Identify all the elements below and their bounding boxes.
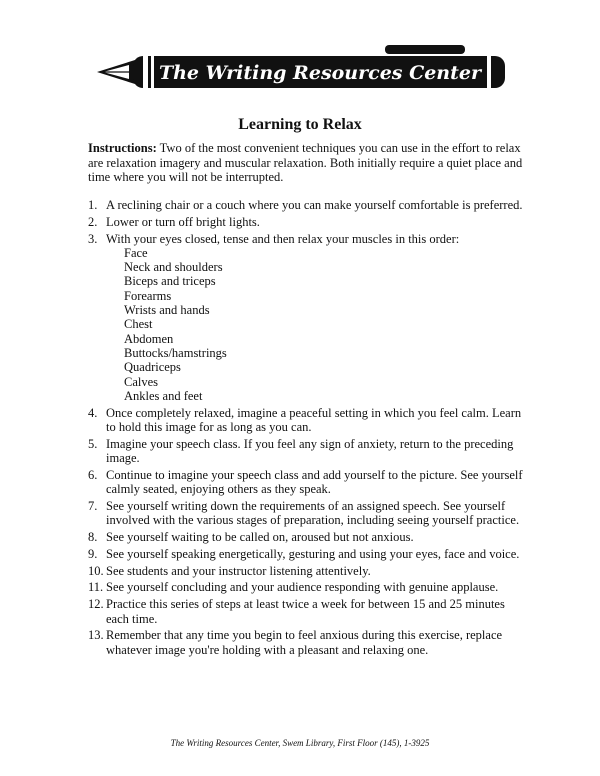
muscle-item: Biceps and triceps [124, 274, 216, 289]
step-number: 2. [88, 214, 98, 229]
page-footer: The Writing Resources Center, Swem Library, First Floor (145), 1-3925 [170, 738, 430, 748]
muscle-item: Neck and shoulders [124, 260, 223, 275]
step-text: With your eyes closed, tense and then relax your muscles in this order: [106, 231, 460, 246]
muscle-item: Wrists and hands [124, 303, 210, 318]
step-text: Imagine your speech class. If you feel any sign of anxiety, return to the preceding image. [106, 436, 514, 466]
step-text: A reclining chair or a couch where you can make yourself comfortable is preferred. [106, 198, 523, 212]
step-number: 10. [88, 563, 104, 578]
step-number: 5. [88, 436, 98, 451]
step-number: 7. [88, 498, 98, 513]
list-item [88, 215, 528, 229]
list-item [88, 580, 528, 594]
step-number: 3. [88, 231, 98, 246]
muscle-item: Buttocks/hamstrings [124, 345, 227, 360]
muscle-item: Calves [124, 374, 159, 389]
step-text: Once completely relaxed, imagine a peaceful setting in which you feel calm. Learn to hold this image for as long as you can. [106, 405, 522, 434]
instructions-paragraph [88, 141, 528, 185]
steps-list [88, 198, 528, 659]
list-item [88, 406, 528, 435]
step-number: 4. [88, 405, 98, 420]
instructions-text: Two of the most convenient techniques you can use in the effort to relax are relaxation imagery and muscular relaxation. Both initially require a quiet place and time where you will not be interrupted. [88, 141, 523, 184]
list-item [88, 232, 528, 404]
step-number: 13. [88, 628, 104, 643]
muscle-item: Quadriceps [124, 360, 181, 375]
step-text: Practice this series of steps at least twice a week for between 15 and 25 minutes each time. [106, 597, 505, 626]
pen-clip [385, 45, 465, 54]
step-text: Lower or turn off bright lights. [106, 214, 260, 229]
step-number: 1. [88, 198, 98, 212]
muscle-item: Face [124, 245, 148, 260]
step-number: 12. [88, 597, 104, 612]
step-text: Continue to imagine your speech class and add yourself to the picture. See yourself calmly seated, enjoying others as they speak. [106, 467, 523, 497]
instructions-label: Instructions: [88, 141, 157, 155]
list-item [88, 628, 528, 657]
list-item [88, 547, 528, 561]
muscle-item: Abdomen [124, 331, 174, 346]
banner-text: The Writing Resources Center [158, 62, 482, 84]
step-number: 9. [88, 546, 98, 561]
muscle-item: Ankles and feet [124, 388, 203, 403]
list-item [88, 468, 528, 497]
step-text: See yourself concluding and your audience responding with genuine applause. [106, 580, 499, 595]
muscle-item: Forearms [124, 288, 172, 303]
list-item [88, 564, 528, 578]
step-number: 8. [88, 530, 98, 545]
step-number: 11. [88, 580, 104, 595]
list-item [88, 499, 528, 528]
list-item [88, 198, 528, 212]
step-text: See yourself writing down the requirements of an assigned speech. See yourself involved with the various stages of preparation, including seeing yourself practice. [106, 498, 520, 528]
header-banner [95, 42, 515, 100]
step-text: See students and your instructor listening attentively. [106, 563, 371, 578]
page-title: Learning to Relax [238, 116, 362, 133]
muscle-item: Chest [124, 317, 153, 332]
list-item [88, 530, 528, 544]
muscle-list [106, 246, 528, 403]
step-text: Remember that any time you begin to feel anxious during this exercise, replace whatever image you're holding with a pleasant and relaxing one. [106, 628, 503, 657]
step-text: See yourself speaking energetically, gesturing and using your eyes, face and voice. [106, 546, 520, 561]
list-item [88, 437, 528, 466]
step-text: See yourself waiting to be called on, aroused but not anxious. [106, 530, 414, 545]
list-item [88, 597, 528, 626]
step-number: 6. [88, 467, 98, 482]
